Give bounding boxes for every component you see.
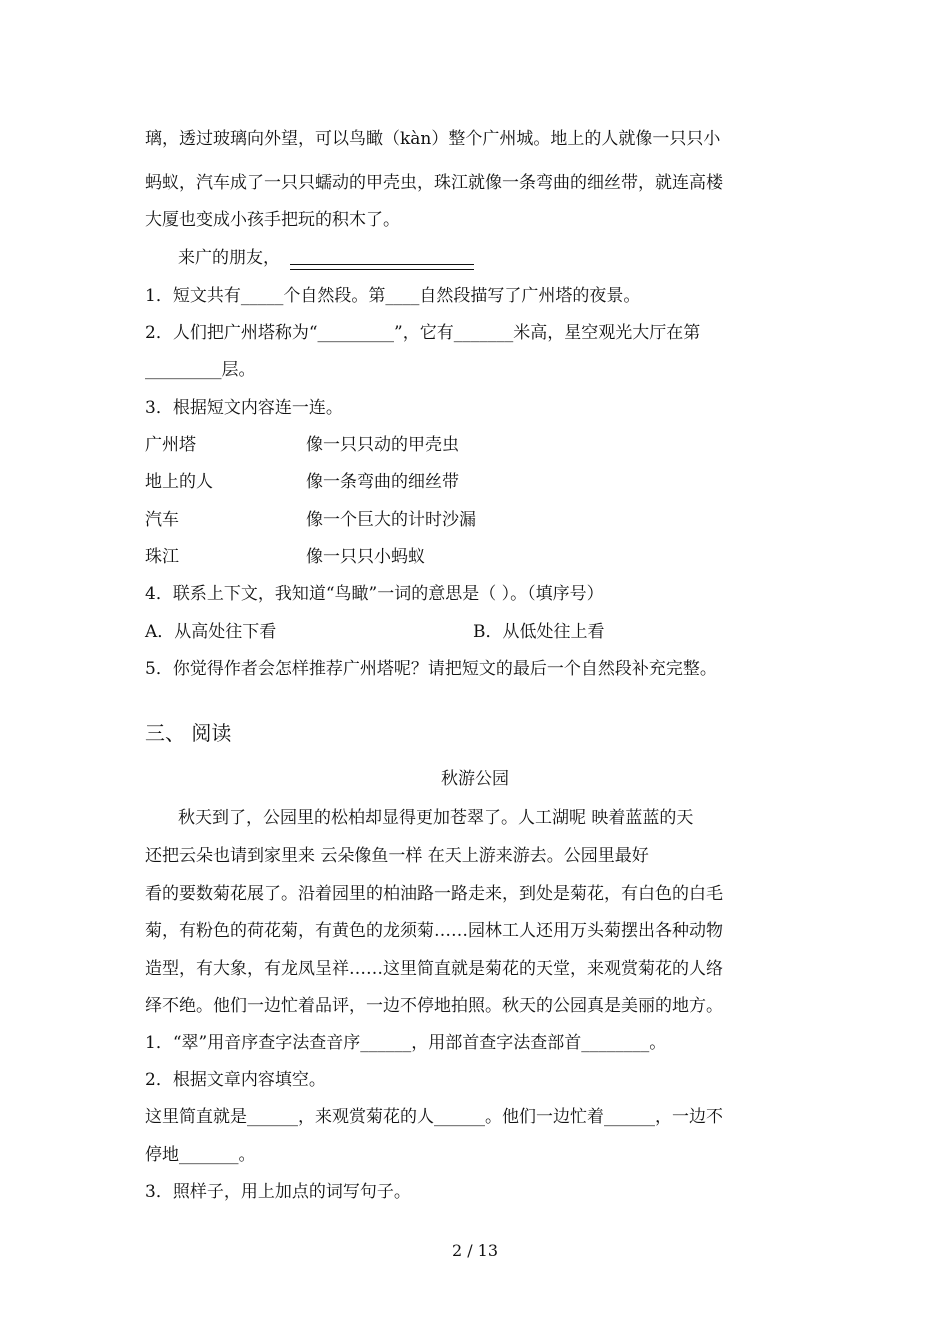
question-5: 5．你觉得作者会怎样推荐广州塔呢？请把短文的最后一个自然段补充完整。 [145,659,717,679]
match-right-1: 像一只只动的甲壳虫 [306,435,459,455]
passage2-line-4: 菊，有粉色的荷花菊，有黄色的龙须菊……园林工人还用万头菊摆出各种动物 [145,921,723,941]
question-4-option-a: A．从高处往下看 [145,622,277,642]
match-right-4: 像一只只小蚂蚁 [306,547,425,567]
closing-answer-line[interactable] [290,264,474,270]
match-left-4: 珠江 [145,547,179,567]
question-1: 1．短文共有_____个自然段。第____自然段描写了广州塔的夜景。 [145,286,641,306]
passage1-line-2: 蚂蚁，汽车成了一只只蠕动的甲壳虫，珠江就像一条弯曲的细丝带，就连高楼 [145,173,723,193]
passage1-line-1: 璃，透过玻璃向外望，可以鸟瞰（kàn）整个广州城。地上的人就像一只只小 [145,129,721,149]
question-2-line-1: 2．人们把广州塔称为“_________”，它有_______米高，星空观光大厅在第 [145,323,701,343]
match-left-1: 广州塔 [145,435,196,455]
match-left-2: 地上的人 [145,472,213,492]
passage2-question-1: 1．“翠”用音序查字法查音序______，用部首查字法查部首________。 [145,1033,667,1053]
passage2-line-3: 看的要数菊花展了。沿着园里的柏油路一路走来，到处是菊花，有白色的白毛 [145,884,723,904]
match-right-3: 像一个巨大的计时沙漏 [306,510,476,530]
passage2-question-2-line-2: 停地_______。 [145,1145,256,1165]
question-4-option-b: B．从低处往上看 [473,622,605,642]
section-heading: 三、 阅读 [145,721,232,745]
passage2-question-2-line-1: 这里简直就是______，来观赏菊花的人______。他们一边忙着______，一边不 [145,1107,723,1127]
passage2-line-1: 秋天到了，公园里的松柏却显得更加苍翠了。人工湖呢 映着蓝蓝的天 [178,808,694,828]
passage1-closing: 来广的朋友， [178,248,280,268]
passage2-line-5: 造型，有大象，有龙凤呈祥……这里简直就是菊花的天堂，来观赏菊花的人络 [145,959,723,979]
match-right-2: 像一条弯曲的细丝带 [306,472,459,492]
passage2-question-2: 2．根据文章内容填空。 [145,1070,326,1090]
passage2-line-2: 还把云朵也请到家里来 云朵像鱼一样 在天上游来游去。公园里最好 [145,846,649,866]
passage2-title: 秋游公园 [441,769,509,789]
passage2-line-6: 绎不绝。他们一边忙着品评，一边不停地拍照。秋天的公园真是美丽的地方。 [145,996,723,1016]
match-left-3: 汽车 [145,510,179,530]
page-number: 2 / 13 [451,1241,499,1260]
passage2-question-3: 3．照样子，用上加点的词写句子。 [145,1182,411,1202]
question-2-line-2: _________层。 [145,360,256,380]
passage1-line-3: 大厦也变成小孩手把玩的积木了。 [145,210,400,230]
question-4: 4．联系上下文，我知道“鸟瞰”一词的意思是（ ）。（填序号） [145,584,604,604]
question-3: 3．根据短文内容连一连。 [145,398,343,418]
